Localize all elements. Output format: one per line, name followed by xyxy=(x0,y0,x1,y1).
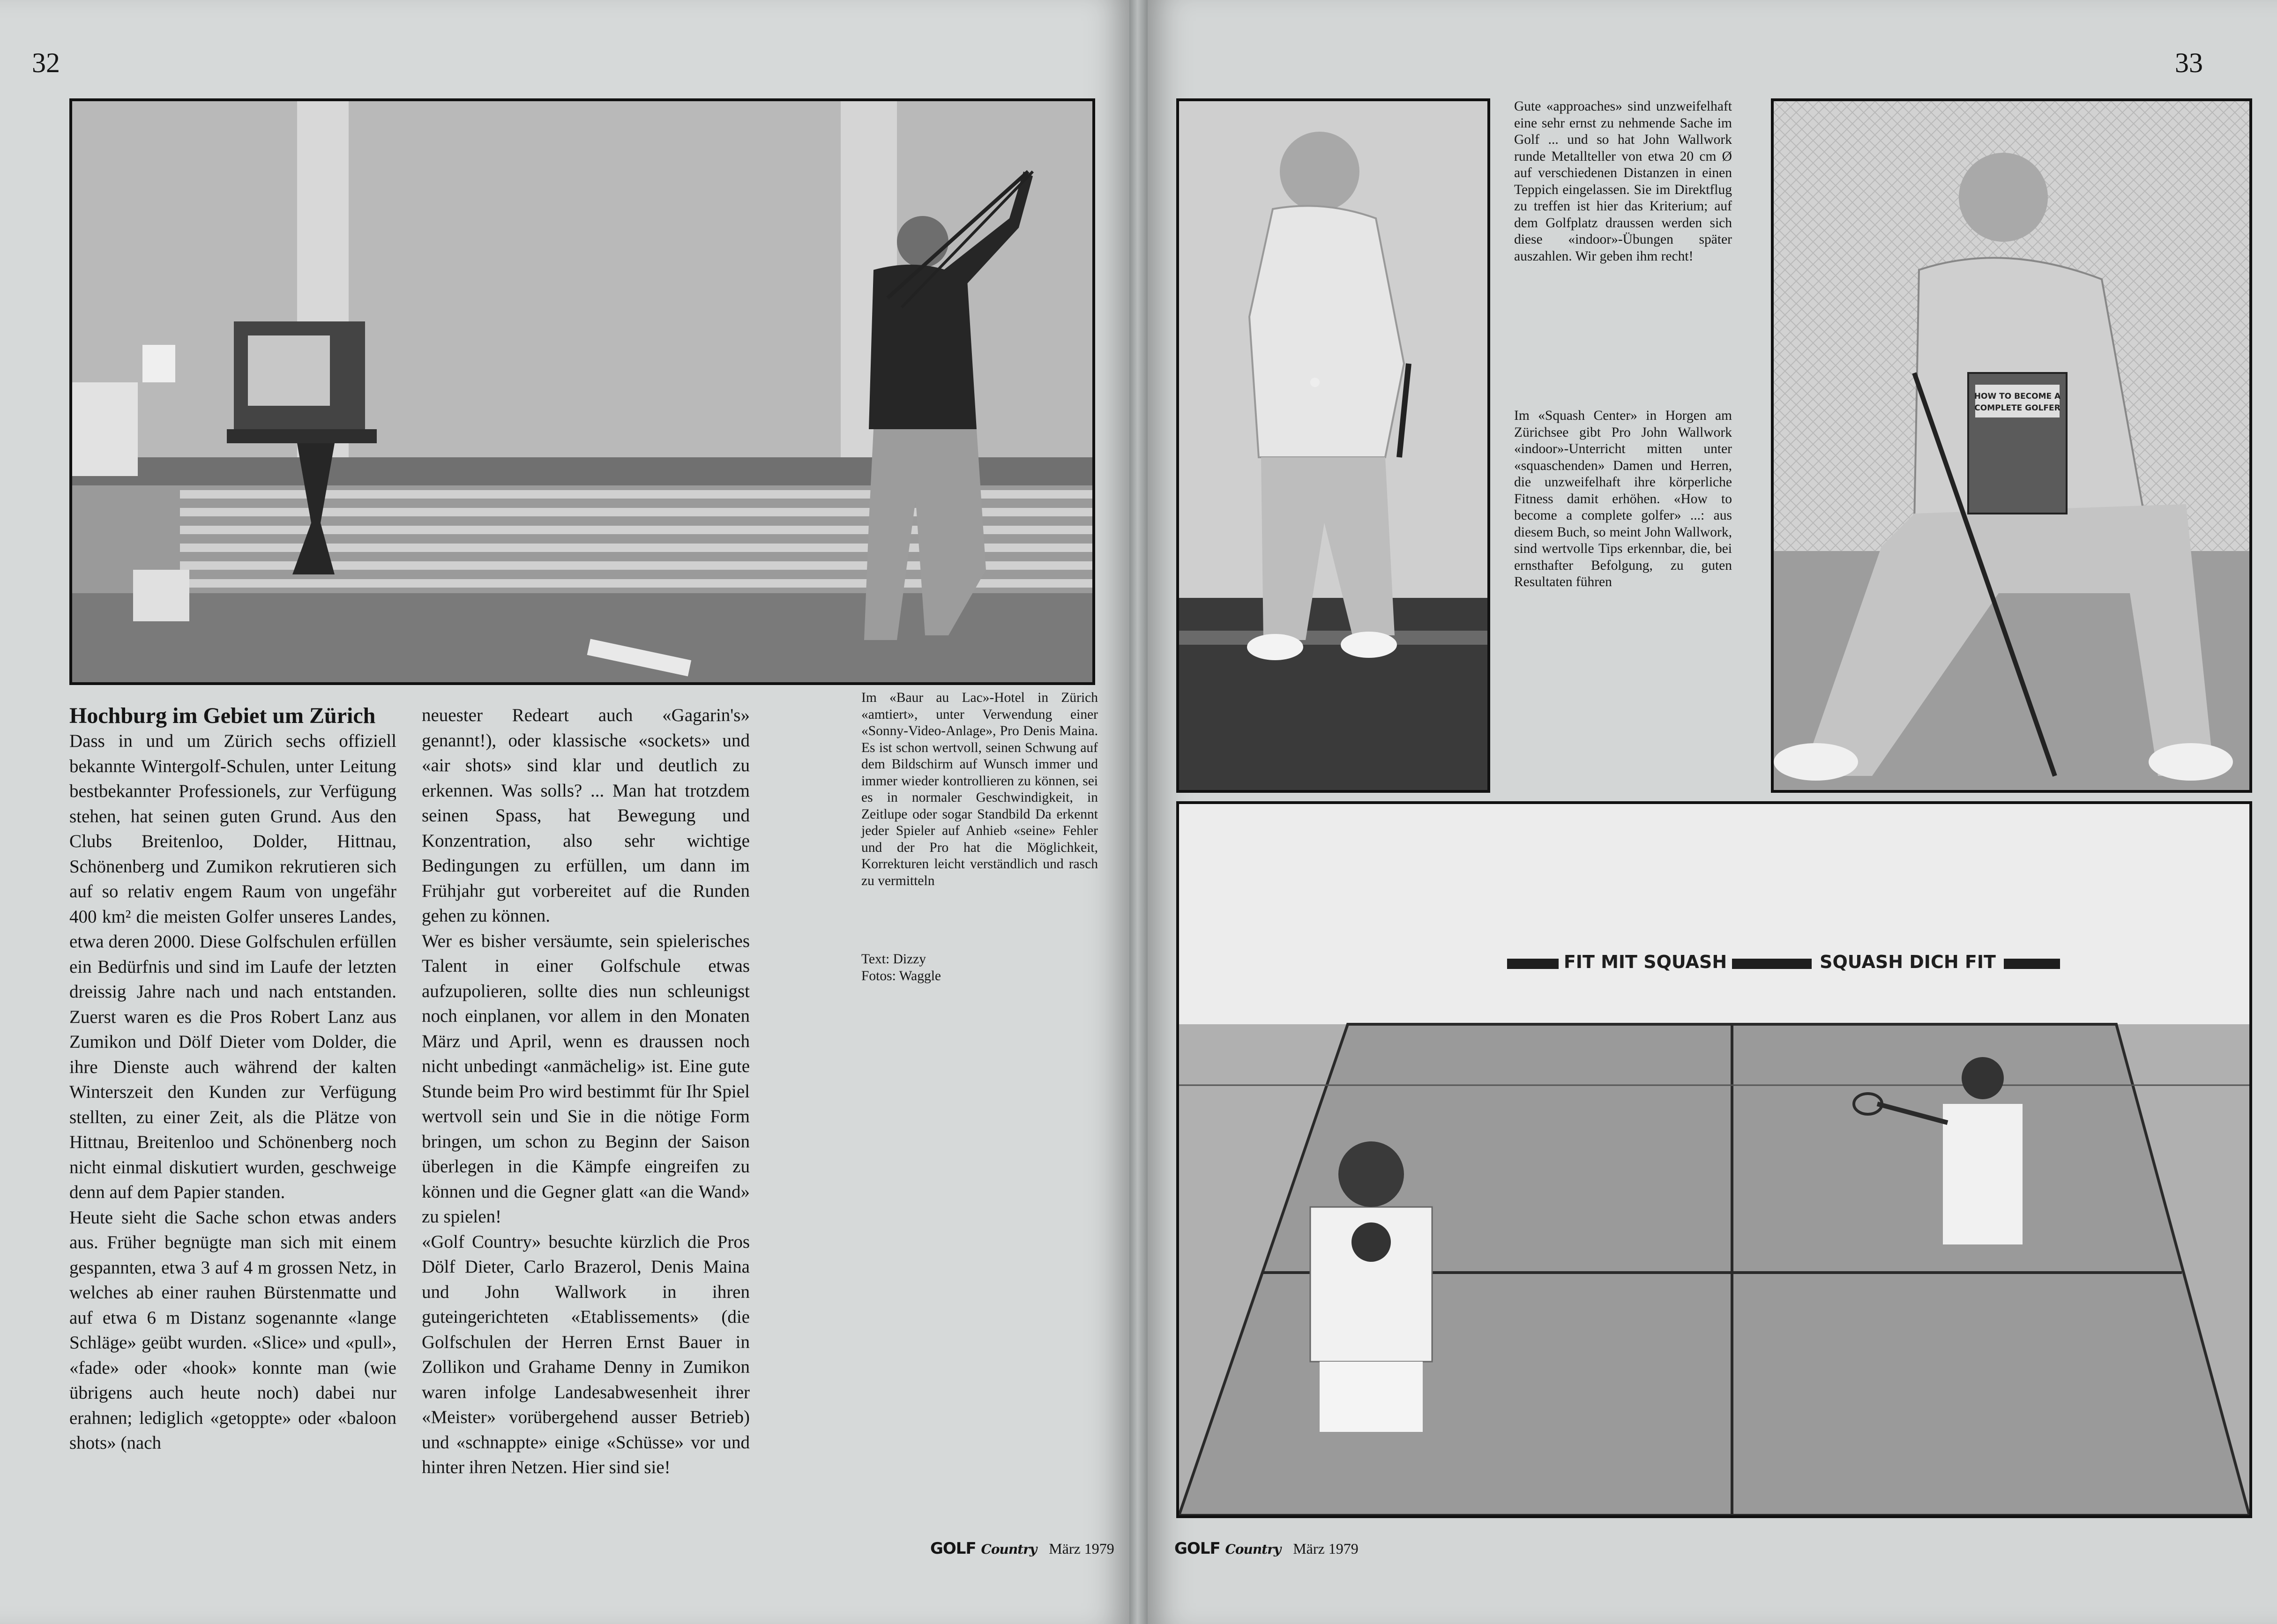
credit-text: Text: Dizzy xyxy=(861,952,926,967)
footer-right xyxy=(1174,1539,1359,1558)
column-2-paragraph-2: Wer es bisher versäumte, sein spielerisches Talent in einer Golfschule etwas aufzupolieren, sollte dies nun schleunigst noch einplanen, vor allem in den Monaten März und April, wenn es draussen noch nicht unbedingt «anmächelig» ist. Eine gute Stunde beim Pro wird bestimmt für Ihr Spiel wertvoll sein und Sie in die nötige Form bringen, um schon zu Beginn der Saison überlegen in die Kämpfe eingreifen zu können und die Gegner glatt «an die Wand» zu spielen! xyxy=(422,931,750,1227)
footer-left xyxy=(930,1539,1114,1558)
approach-caption xyxy=(1514,98,1732,265)
article-credits xyxy=(861,951,941,984)
caption-text-top: Gute «approaches» sind unzweifelhaft eine sehr ernst zu nehmende Sache im Golf ... und so hat John Wallwork runde Metallteller von etwa 20 cm Ø auf verschiedenen Distanzen in einen Teppich eingelassen. Sie im Direktflug zu treffen ist hier das Kriterium; auf dem Golfplatz draussen werden sich diese «indoor»-Übungen später auszahlen. Wir geben ihm recht! xyxy=(1514,99,1732,264)
article-headline: Hochburg im Gebiet um Zürich xyxy=(69,703,376,728)
column-2-paragraph-3: «Golf Country» besuchte kürzlich die Pros Dölf Dieter, Carlo Brazerol, Denis Maina und John Wallwork in ihren guteingerichteten «Etablissements» (die Golfschulen der Herren Ernst Bauer in Zollikon und Grahame Denny in Zumikon waren infolge Landesabwesenheit ihrer «Meister» vorübergehend ausser Betrieb) und «schnappte» einige «Schüsse» vor und hinter ihren Netzen. Hier sind sie! xyxy=(422,1231,750,1477)
caption-text-middle: Im «Squash Center» in Horgen am Zürichsee gibt Pro John Wallwork «indoor»-Unterricht mitten unter «squaschenden» Damen und Herren, die unzweifelhaft ihre körperliche Fitness damit erhöhen. «How to become a complete golfer» ...: aus diesem Buch, so meint John Wallwork, sind wertvolle Tips erkennbar, die, bei ernsthafter Befolgung, zu guten Resultaten führen xyxy=(1514,408,1732,589)
page-gutter xyxy=(1129,0,1148,1624)
article-column-1 xyxy=(69,703,396,1456)
svg-text:COMPLETE GOLFER: COMPLETE GOLFER xyxy=(1974,403,2060,413)
svg-text:HOW TO BECOME A: HOW TO BECOME A xyxy=(1974,392,2061,401)
squash-court-illustration xyxy=(1179,804,2249,1515)
footer-logo-sub-right: Country xyxy=(1225,1542,1281,1557)
page-number-right: 33 xyxy=(2175,47,2203,78)
court-banner-left: FIT MIT SQUASH xyxy=(1563,952,1727,972)
left-page xyxy=(0,0,1129,1624)
approach-shot-illustration xyxy=(1179,101,1487,790)
footer-date-right: März 1979 xyxy=(1293,1540,1359,1557)
footer-logo-main-right: GOLF xyxy=(1174,1539,1220,1558)
footer-date-left: März 1979 xyxy=(1049,1540,1114,1557)
article-column-2 xyxy=(422,703,750,1480)
photo-pro-with-book xyxy=(1771,98,2252,793)
credit-photos: Fotos: Waggle xyxy=(861,968,941,983)
squash-center-caption xyxy=(1514,408,1732,591)
footer-logo-main-left: GOLF xyxy=(930,1539,976,1558)
right-page xyxy=(1148,0,2277,1624)
footer-logo-left xyxy=(930,1539,1037,1558)
column-1-paragraph-1: Dass in und um Zürich sechs offiziell bekannte Wintergolf-Schulen, unter Leitung bestbekannter Professionels, zur Verfügung stehen, hat seinen guten Grund. Aus den Clubs Breitenloo, Dolder, Hittnau, Schönenberg und Zumikon rekrutieren sich auf so relativ engem Raum von ungefähr 400 km² die meisten Golfer unseres Landes, etwa deren 2000. Diese Golfschulen erfüllen ein Bedürfnis und sind im Laufe der letzten dreissig Jahre nach und nach entstanden. Zuerst waren es die Pros Robert Lanz aus Zumikon und Dölf Dieter vom Dolder, die ihre Dienste auch während der kalten Winterszeit den Kunden zur Verfügung stellten, zu einer Zeit, als die Plätze von Hittnau, Breitenloo und Schönenberg noch nicht einmal diskutiert wurden, geschweige denn auf dem Papier standen. xyxy=(69,731,396,1202)
footer-logo-right xyxy=(1174,1539,1281,1558)
footer-logo-sub-left: Country xyxy=(981,1542,1037,1557)
photo-indoor-golf-swing xyxy=(69,98,1095,685)
caption-text-left: Im «Baur au Lac»-Hotel in Zürich «amtiert», unter Verwendung einer «Sonny-Video-Anlage», Pro Denis Maina. Es ist schon wertvoll, seinen Schwung auf dem Bildschirm auf Wunsch immer und immer wieder kontrollieren zu können, sei es in normaler Geschwindigkeit, in Zeitlupe oder sogar Standbild Da erkennt jeder Spieler auf Anhieb «seine» Fehler und der Pro hat die Möglichkeit, Korrekturen leicht verständlich und rasch zu vermitteln xyxy=(861,690,1098,888)
video-photo-caption xyxy=(861,690,1098,889)
column-2-paragraph-1: neuester Redeart auch «Gagarin's» genannt!), oder klassische «sockets» und «air shots» sind klar und deutlich zu erkennen. Was solls? ... Man hat trotzdem seinen Spass, hat Bewegung und Konzentration, also sehr wichtige Bedingungen zu erfüllen, um dann im Frühjahr gut vorbereitet auf die Runden gehen zu können. xyxy=(422,705,750,926)
photo-approach-shot xyxy=(1176,98,1490,793)
pro-with-book-illustration xyxy=(1774,101,2249,790)
column-1-paragraph-2: Heute sieht die Sache schon etwas anders aus. Früher begnügte man sich mit einem gespannten, etwa 3 auf 4 m grossen Netz, in welches ab einer rauhen Bürstenmatte und auf etwa 6 m Distanz sogenannte «lange Schläge» geübt wurden. «Slice» und «pull», «fade» oder «hook» konnte man (wie übrigens auch heute noch) dabei nur erahnen; lediglich «getoppte» oder «baloon shots» (nach xyxy=(69,1207,396,1453)
golf-swing-illustration xyxy=(72,101,1092,682)
court-banner-right: SQUASH DICH FIT xyxy=(1820,952,1996,972)
photo-squash-court xyxy=(1176,801,2252,1518)
page-number-left: 32 xyxy=(32,47,60,78)
